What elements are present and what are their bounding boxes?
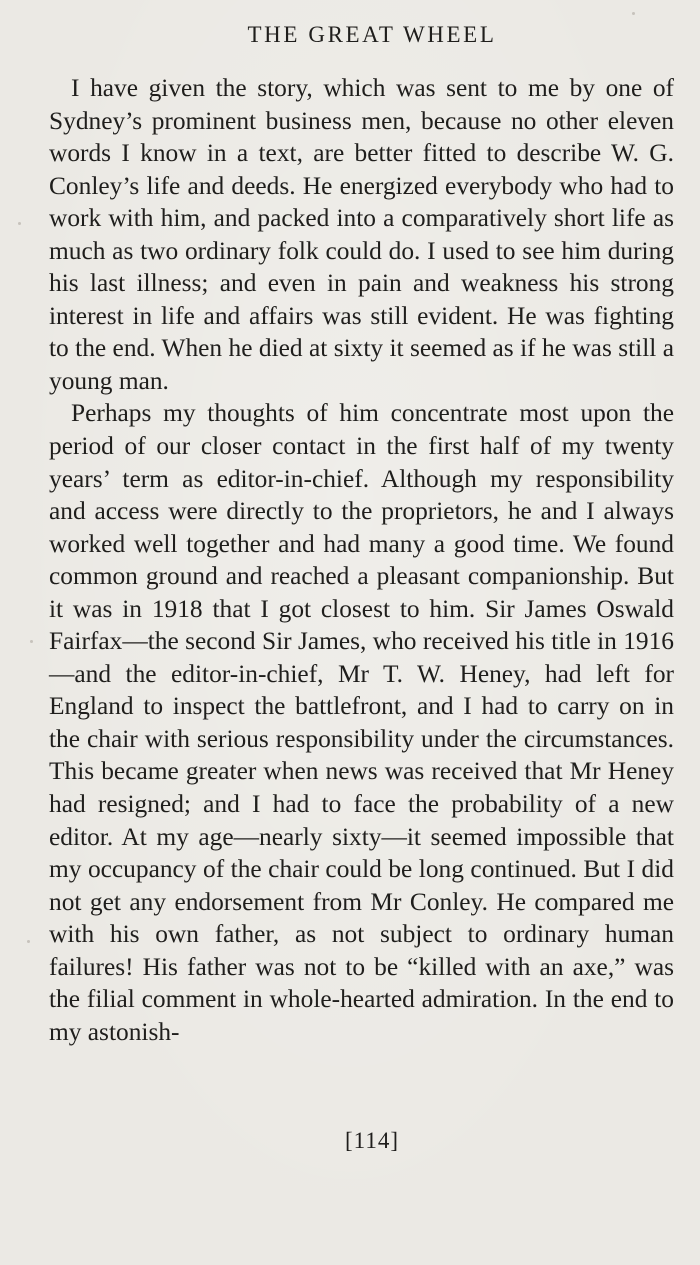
body-text (49, 72, 674, 1048)
paper-speck (632, 12, 635, 15)
running-head: THE GREAT WHEEL (247, 22, 497, 47)
paragraph-1: I have given the story, which was sent to me by one of Sydney’s prominent business men, because no other eleven words I know in a text, are better fitted to describe W. G. Conley’s life and deeds. He energized everybody who had to work with him, and packed into a comparatively short life as much as two ordinary folk could do. I used to see him during his last illness; and even in pain and weakness his strong interest in life and affairs was still evident. He was fighting to the end. When he died at sixty it seemed as if he was still a young man. (49, 74, 674, 395)
paragraph-2: Perhaps my thoughts of him concentrate most upon the period of our closer contact in the first half of my twenty years’ term as editor-in-chief. Although my responsibility and access were directly to the proprietors, he and I always worked well together and had many a good time. We found common ground and reached a pleasant companionship. But it was in 1918 that I got closest to him. Sir James Oswald Fairfax—the second Sir James, who received his title in 1916—and the editor-in-chief, Mr T. W. Heney, had left for England to inspect the battlefront, and I had to carry on in the chair with serious responsibility under the circumstances. This became greater when news was received that Mr Heney had resigned; and I had to face the probability of a new editor. At my age—nearly sixty—it seemed impossible that my occupancy of the chair could be long continued. But I did not get any endorsement from Mr Conley. He compared me with his own father, as not subject to ordinary human failures! His father was not to be “killed with an axe,” was the filial comment in whole-hearted admiration. In the end to my astonish- (49, 399, 674, 1046)
paper-speck (30, 640, 33, 643)
page-number: [114] (345, 1128, 399, 1153)
paper-speck (18, 222, 21, 225)
paper-speck (27, 940, 30, 943)
